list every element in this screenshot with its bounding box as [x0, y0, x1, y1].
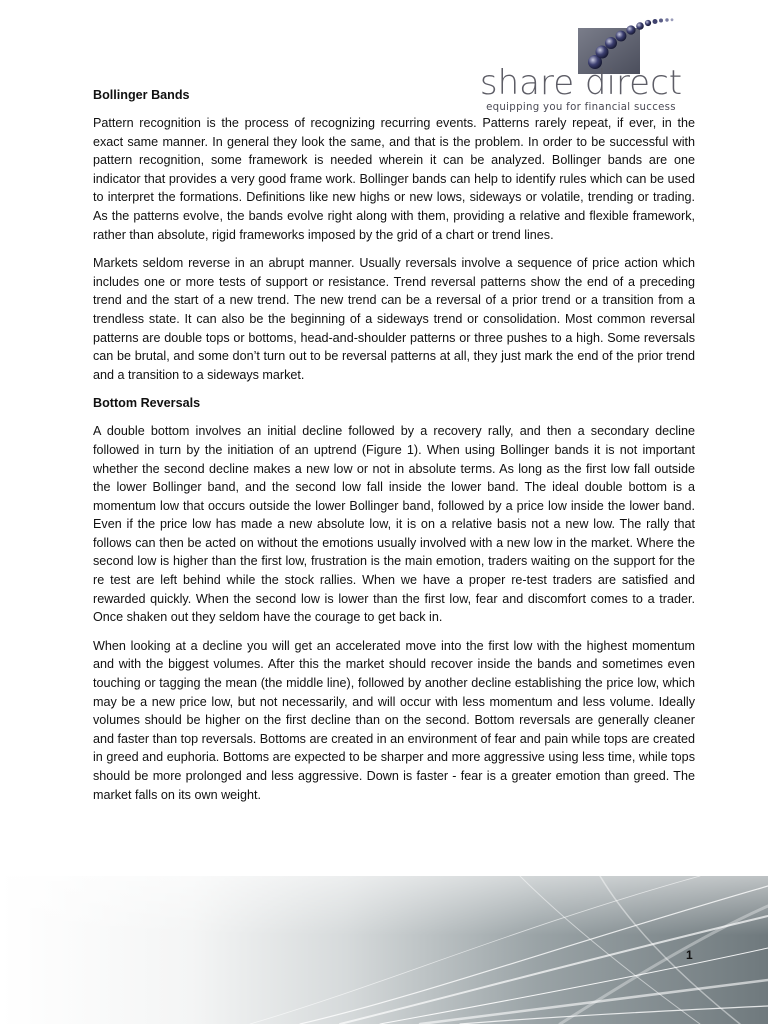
document-body: [93, 86, 695, 814]
page-number: 1: [686, 948, 693, 962]
document-title: Bollinger Bands: [93, 88, 190, 102]
paragraph-market-reversals: Markets seldom reverse in an abrupt manner. Usually reversals involve a sequence of price action which includes one or more tests of support or resistance. Trend reversal patterns show the end of a preceding trend and the start of a new trend. The new trend can be a reversal of a prior trend or a transition from a trendless state. It can also be the beginning of a sideways trend or consolidation. Most common reversal patterns are double tops or bottoms, head-and-shoulder patterns or three pushes to a high. Some reversals can be brutal, and some don’t turn out to be reversal patterns at all, they just mark the end of the prior trend and a transition to a sideways market.: [93, 256, 695, 382]
paragraph-double-bottom: A double bottom involves an initial decline followed by a recovery rally, and then a secondary decline followed in turn by the initiation of an uptrend (Figure 1). When using Bollinger bands it is not important whether the second decline makes a new low or not in absolute terms. As long as the first low fall outside the lower Bollinger band, and the second low fall inside the lower band. The ideal double bottom is a momentum low that occurs outside the lower Bollinger band, followed by a price low inside the lower band. Even if the price low has made a new absolute low, it is on a relative basis not a new low. The rally that follows can then be acted on without the emotions usually involved with a new low in the market. Where the second low is higher than the first low, frustration is the main emotion, traders waiting on the support for the re test are left behind while the stock rallies. When we have a proper re-test traders are satisfied and rewarded quickly. When the second low is lower than the first low, fear and discomfort comes to a trader. Once shaken out they seldom have the courage to get back in.: [93, 424, 695, 625]
logo-tagline: equipping you for financial success: [486, 102, 676, 113]
paragraph-pattern-recognition: Pattern recognition is the process of recognizing recurring events. Patterns rarely repeat, if ever, in the exact same manner. In general they look the same, and that is the problem. In order to be successful with pattern recognition, some framework is needed wherein it can be analyzed. Bollinger bands are one indicator that provides a very good frame work. Bollinger bands can help to identify rules which can be used to interpret the formations. Definitions like new highs or new lows, sideways or volatile, trending or trading. As the patterns evolve, the bands evolve right along with them, providing a relative and flexible framework, rather than absolute, rigid frameworks imposed by the grid of a chart or trend lines.: [93, 116, 695, 242]
footer-decorative-swirl: [0, 876, 768, 1024]
logo-brand-text: share direct: [479, 63, 683, 103]
paragraph-decline-momentum: When looking at a decline you will get an accelerated move into the first low with the highest momentum and with the biggest volumes. After this the market should recover inside the bands and sometimes even touching or tagging the mean (the middle line), followed by another decline establishing the price low, which may be a new price low, but not necessarily, and will occur with less momentum and less volume. Ideally volumes should be higher on the first decline than on the second. Bottom reversals are generally cleaner and faster than top reversals. Bottoms are created in an environment of fear and pain while tops are created in greed and euphoria. Bottoms are expected to be sharper and more aggressive using less time, while tops should be more prolonged and less aggressive. Down is faster - fear is a greater emotion than greed. The market falls on its own weight.: [93, 638, 695, 802]
section-heading-bottom-reversals: Bottom Reversals: [93, 396, 201, 411]
